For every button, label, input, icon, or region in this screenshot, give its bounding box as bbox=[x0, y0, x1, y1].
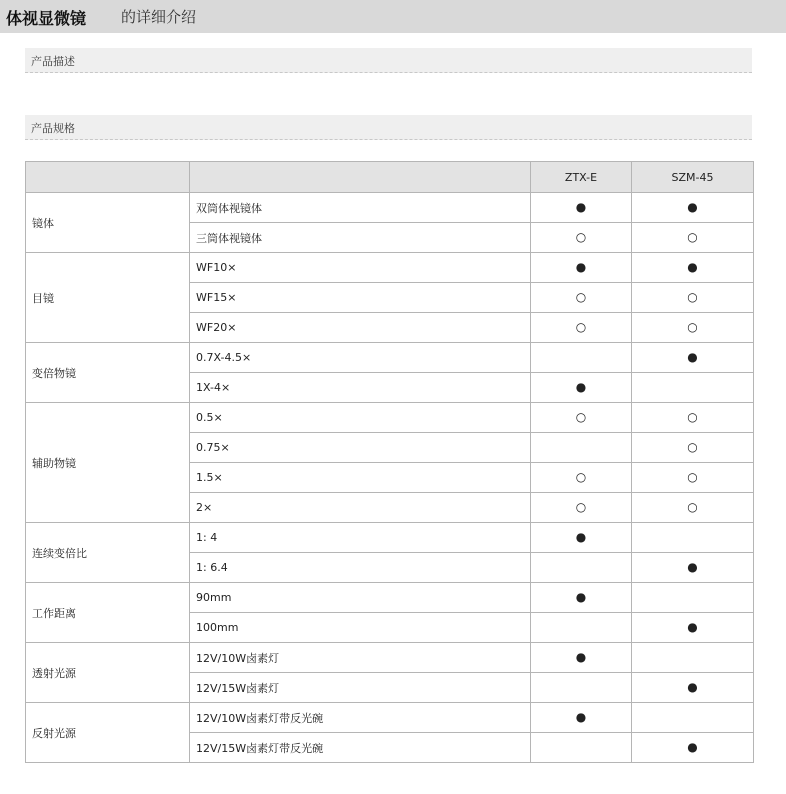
szm-45-cell bbox=[632, 283, 754, 313]
category-cell: 反射光源 bbox=[26, 703, 190, 763]
filled-dot-icon: ● bbox=[687, 350, 698, 364]
item-cell: 12V/10W卤素灯带反光碗 bbox=[190, 703, 531, 733]
table-row bbox=[26, 643, 754, 673]
hollow-circle-icon: ○ bbox=[575, 230, 587, 244]
szm-45-cell bbox=[632, 703, 754, 733]
szm-45-cell bbox=[632, 553, 754, 583]
section-spec bbox=[25, 115, 752, 140]
category-cell: 目镜 bbox=[26, 253, 190, 343]
filled-dot-icon: ● bbox=[575, 530, 587, 544]
item-cell: 双筒体视镜体 bbox=[190, 193, 531, 223]
ztx-e-cell bbox=[531, 523, 632, 553]
szm-45-cell bbox=[632, 373, 754, 403]
category-cell: 工作距离 bbox=[26, 583, 190, 643]
table-row bbox=[26, 193, 754, 223]
ztx-e-cell bbox=[531, 553, 632, 583]
filled-dot-icon: ● bbox=[575, 260, 587, 274]
section-description bbox=[25, 48, 752, 73]
header-cell-ztx-e: ZTX-E bbox=[531, 162, 632, 193]
szm-45-cell bbox=[632, 253, 754, 283]
szm-45-cell bbox=[632, 223, 754, 253]
filled-dot-icon: ● bbox=[575, 200, 587, 214]
item-cell: 1: 6.4 bbox=[190, 553, 531, 583]
filled-dot-icon: ● bbox=[575, 380, 587, 394]
page-title: 体视显微镜 bbox=[6, 9, 87, 28]
hollow-circle-icon: ○ bbox=[687, 500, 698, 514]
section-spec-label: 产品规格 bbox=[31, 122, 75, 135]
section-description-label: 产品描述 bbox=[31, 55, 75, 68]
category-cell: 透射光源 bbox=[26, 643, 190, 703]
filled-dot-icon: ● bbox=[687, 620, 698, 634]
hollow-circle-icon: ○ bbox=[575, 500, 587, 514]
filled-dot-icon: ● bbox=[687, 260, 698, 274]
hollow-circle-icon: ○ bbox=[687, 410, 698, 424]
header-cell-szm-45: SZM-45 bbox=[632, 162, 754, 193]
item-cell: 1: 4 bbox=[190, 523, 531, 553]
hollow-circle-icon: ○ bbox=[575, 410, 587, 424]
hollow-circle-icon: ○ bbox=[687, 320, 698, 334]
item-cell: 0.5× bbox=[190, 403, 531, 433]
filled-dot-icon: ● bbox=[687, 200, 698, 214]
item-cell: WF15× bbox=[190, 283, 531, 313]
table-row bbox=[26, 253, 754, 283]
szm-45-cell bbox=[632, 193, 754, 223]
hollow-circle-icon: ○ bbox=[575, 470, 587, 484]
szm-45-cell bbox=[632, 433, 754, 463]
ztx-e-cell bbox=[531, 313, 632, 343]
hollow-circle-icon: ○ bbox=[687, 440, 698, 454]
filled-dot-icon: ● bbox=[687, 560, 698, 574]
item-cell: 12V/15W卤素灯带反光碗 bbox=[190, 733, 531, 763]
ztx-e-cell bbox=[531, 253, 632, 283]
item-cell: 1.5× bbox=[190, 463, 531, 493]
category-cell: 辅助物镜 bbox=[26, 403, 190, 523]
filled-dot-icon: ● bbox=[687, 680, 698, 694]
ztx-e-cell bbox=[531, 493, 632, 523]
item-cell: 0.75× bbox=[190, 433, 531, 463]
header-cell-item bbox=[190, 162, 531, 193]
ztx-e-cell bbox=[531, 223, 632, 253]
title-bar bbox=[0, 0, 786, 33]
ztx-e-cell bbox=[531, 343, 632, 373]
szm-45-cell bbox=[632, 583, 754, 613]
filled-dot-icon: ● bbox=[575, 650, 587, 664]
category-cell: 变倍物镜 bbox=[26, 343, 190, 403]
page-subtitle: 的详细介绍 bbox=[121, 8, 197, 26]
szm-45-cell bbox=[632, 463, 754, 493]
spec-table bbox=[25, 161, 754, 763]
hollow-circle-icon: ○ bbox=[687, 470, 698, 484]
szm-45-cell bbox=[632, 673, 754, 703]
table-row bbox=[26, 403, 754, 433]
hollow-circle-icon: ○ bbox=[575, 290, 587, 304]
ztx-e-cell bbox=[531, 583, 632, 613]
ztx-e-cell bbox=[531, 613, 632, 643]
spec-table-body bbox=[26, 162, 754, 763]
ztx-e-cell bbox=[531, 463, 632, 493]
table-row bbox=[26, 583, 754, 613]
item-cell: 2× bbox=[190, 493, 531, 523]
ztx-e-cell bbox=[531, 643, 632, 673]
item-cell: 三筒体视镜体 bbox=[190, 223, 531, 253]
ztx-e-cell bbox=[531, 673, 632, 703]
item-cell: WF20× bbox=[190, 313, 531, 343]
ztx-e-cell bbox=[531, 433, 632, 463]
item-cell: 0.7X-4.5× bbox=[190, 343, 531, 373]
ztx-e-cell bbox=[531, 703, 632, 733]
szm-45-cell bbox=[632, 403, 754, 433]
hollow-circle-icon: ○ bbox=[687, 290, 698, 304]
szm-45-cell bbox=[632, 343, 754, 373]
table-row bbox=[26, 343, 754, 373]
category-cell: 镜体 bbox=[26, 193, 190, 253]
item-cell: 12V/10W卤素灯 bbox=[190, 643, 531, 673]
szm-45-cell bbox=[632, 733, 754, 763]
ztx-e-cell bbox=[531, 283, 632, 313]
szm-45-cell bbox=[632, 493, 754, 523]
filled-dot-icon: ● bbox=[575, 590, 587, 604]
table-row bbox=[26, 703, 754, 733]
ztx-e-cell bbox=[531, 193, 632, 223]
hollow-circle-icon: ○ bbox=[687, 230, 698, 244]
szm-45-cell bbox=[632, 613, 754, 643]
item-cell: 1X-4× bbox=[190, 373, 531, 403]
filled-dot-icon: ● bbox=[687, 740, 698, 754]
ztx-e-cell bbox=[531, 733, 632, 763]
szm-45-cell bbox=[632, 643, 754, 673]
category-cell: 连续变倍比 bbox=[26, 523, 190, 583]
item-cell: WF10× bbox=[190, 253, 531, 283]
hollow-circle-icon: ○ bbox=[575, 320, 587, 334]
ztx-e-cell bbox=[531, 403, 632, 433]
table-row bbox=[26, 523, 754, 553]
table-header-row bbox=[26, 162, 754, 193]
item-cell: 12V/15W卤素灯 bbox=[190, 673, 531, 703]
ztx-e-cell bbox=[531, 373, 632, 403]
filled-dot-icon: ● bbox=[575, 710, 587, 724]
item-cell: 100mm bbox=[190, 613, 531, 643]
item-cell: 90mm bbox=[190, 583, 531, 613]
szm-45-cell bbox=[632, 523, 754, 553]
header-cell-category bbox=[26, 162, 190, 193]
szm-45-cell bbox=[632, 313, 754, 343]
